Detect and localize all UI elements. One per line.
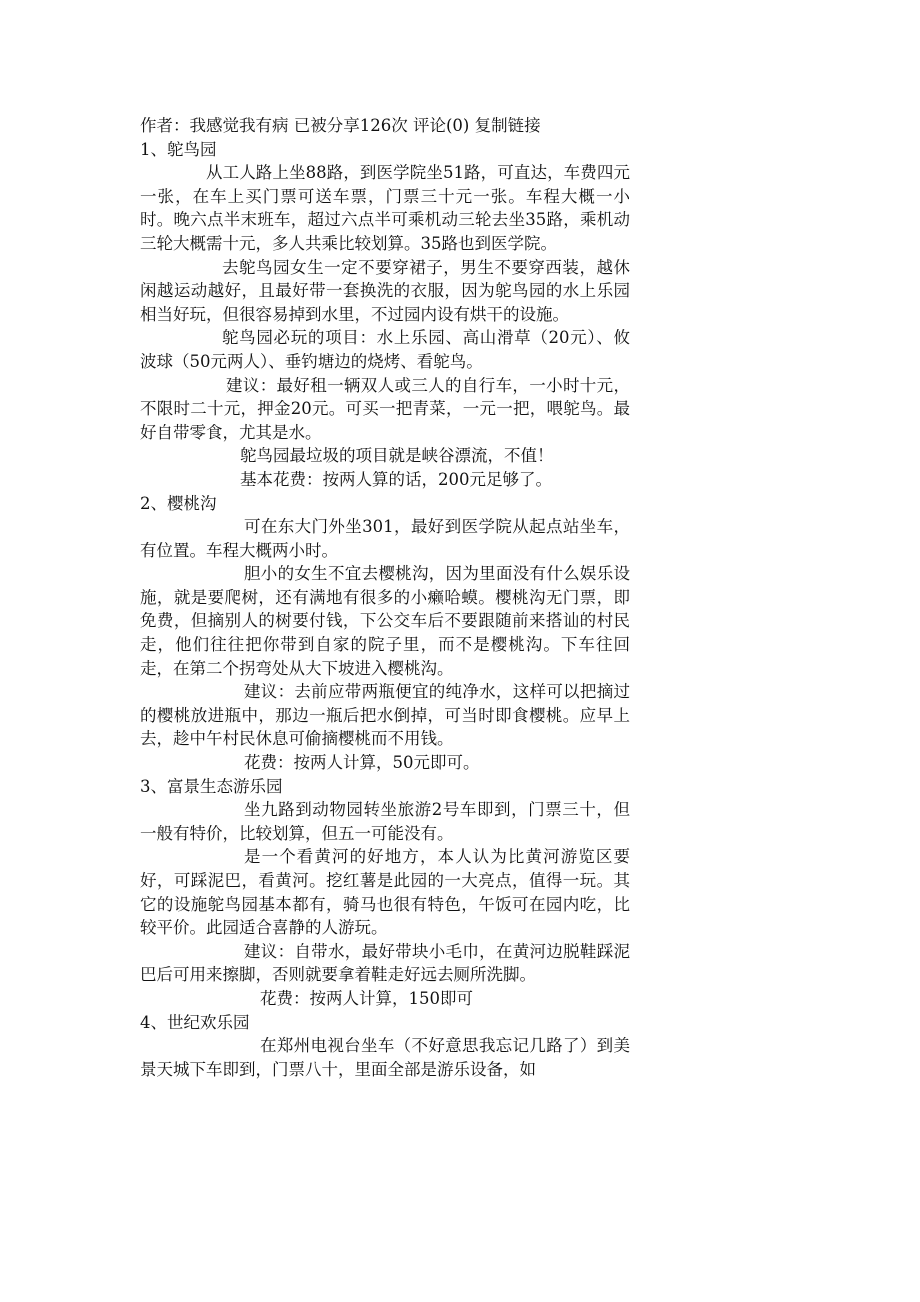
copy-link[interactable]: 复制链接 (474, 116, 541, 135)
paragraph: 鸵鸟园最垃圾的项目就是峡谷漂流，不值！ (240, 446, 554, 466)
paragraph: 基本花费：按两人算的话，200元足够了。 (240, 469, 552, 489)
paragraph: 建议：自带水，最好带块小毛巾，在黄河边脱鞋踩泥巴后可用来擦脚，否则就要拿着鞋走好远去厕所洗脚。 (140, 941, 630, 985)
paragraph: 花费：按两人计算，50元即可。 (244, 753, 480, 773)
paragraph: 坐九路到动物园转坐旅游2号车即到，门票三十，但一般有特价，比较划算，但五一可能没有。 (140, 800, 630, 843)
author-label: 作者：我感觉我有病 (140, 116, 289, 135)
section-heading: 2、樱桃沟 (140, 493, 217, 513)
section-heading: 4、世纪欢乐园 (140, 1012, 250, 1032)
document-page (140, 114, 630, 1081)
paragraph: 鸵鸟园必玩的项目：水上乐园、高山滑草（20元）、攸波球（50元两人）、垂钓塘边的烧烤、看鸵鸟。 (140, 328, 630, 371)
share-count: 已被分享126次 (293, 116, 408, 135)
paragraph: 去鸵鸟园女生一定不要穿裙子，男生不要穿西装，越休闲越运动越好，且最好带一套换洗的衣服，因为鸵鸟园的水上乐园相当好玩，但很容易掉到水里，不过园内设有烘干的设施。 (140, 257, 630, 324)
paragraph: 可在东大门外坐301，最好到医学院从起点站坐车，有位置。车程大概两小时。 (140, 517, 630, 560)
paragraph: 在郑州电视台坐车（不好意思我忘记几路了）到美景天城下车即到，门票八十，里面全部是游乐设备，如 (140, 1036, 630, 1079)
paragraph: 从工人路上坐88路，到医学院坐51路，可直达，车费四元一张，在车上买门票可送车票，门票三十元一张。车程大概一小时。晚六点半末班车，超过六点半可乘机动三轮去坐35路，乘机动三轮大概需十元，多人共乘比较划算。35路也到医学院。 (140, 163, 630, 253)
section-heading: 1、鸵鸟园 (140, 139, 217, 159)
article-meta-header (140, 114, 630, 138)
comment-link[interactable]: 评论(0) (413, 116, 470, 135)
paragraph: 建议：去前应带两瓶便宜的纯净水，这样可以把摘过的樱桃放进瓶中，那边一瓶后把水倒掉，可当时即食樱桃。应早上去，趁中午村民休息可偷摘樱桃而不用钱。 (140, 682, 630, 749)
paragraph: 是一个看黄河的好地方，本人认为比黄河游览区要好，可踩泥巴，看黄河。挖红薯是此园的一大亮点，值得一玩。其它的设施鸵鸟园基本都有，骑马也很有特色，午饭可在园内吃，比较平价。此园适合喜静的人游玩。 (140, 847, 630, 938)
paragraph: 建议：最好租一辆双人或三人的自行车，一小时十元，不限时二十元，押金20元。可买一把青菜，一元一把，喂鸵鸟。最好自带零食，尤其是水。 (140, 375, 630, 442)
section-heading: 3、富景生态游乐园 (140, 776, 283, 796)
paragraph: 花费：按两人计算，150即可 (260, 988, 473, 1008)
paragraph: 胆小的女生不宜去樱桃沟，因为里面没有什么娱乐设施，就是要爬树，还有满地有很多的小癞哈蟆。樱桃沟无门票，即免费，但摘别人的树要付钱，下公交车后不要跟随前来搭讪的村民走，他们往往把你带到自家的院子里，而不是樱桃沟。下车往回走，在第二个拐弯处从大下坡进入樱桃沟。 (140, 564, 630, 678)
